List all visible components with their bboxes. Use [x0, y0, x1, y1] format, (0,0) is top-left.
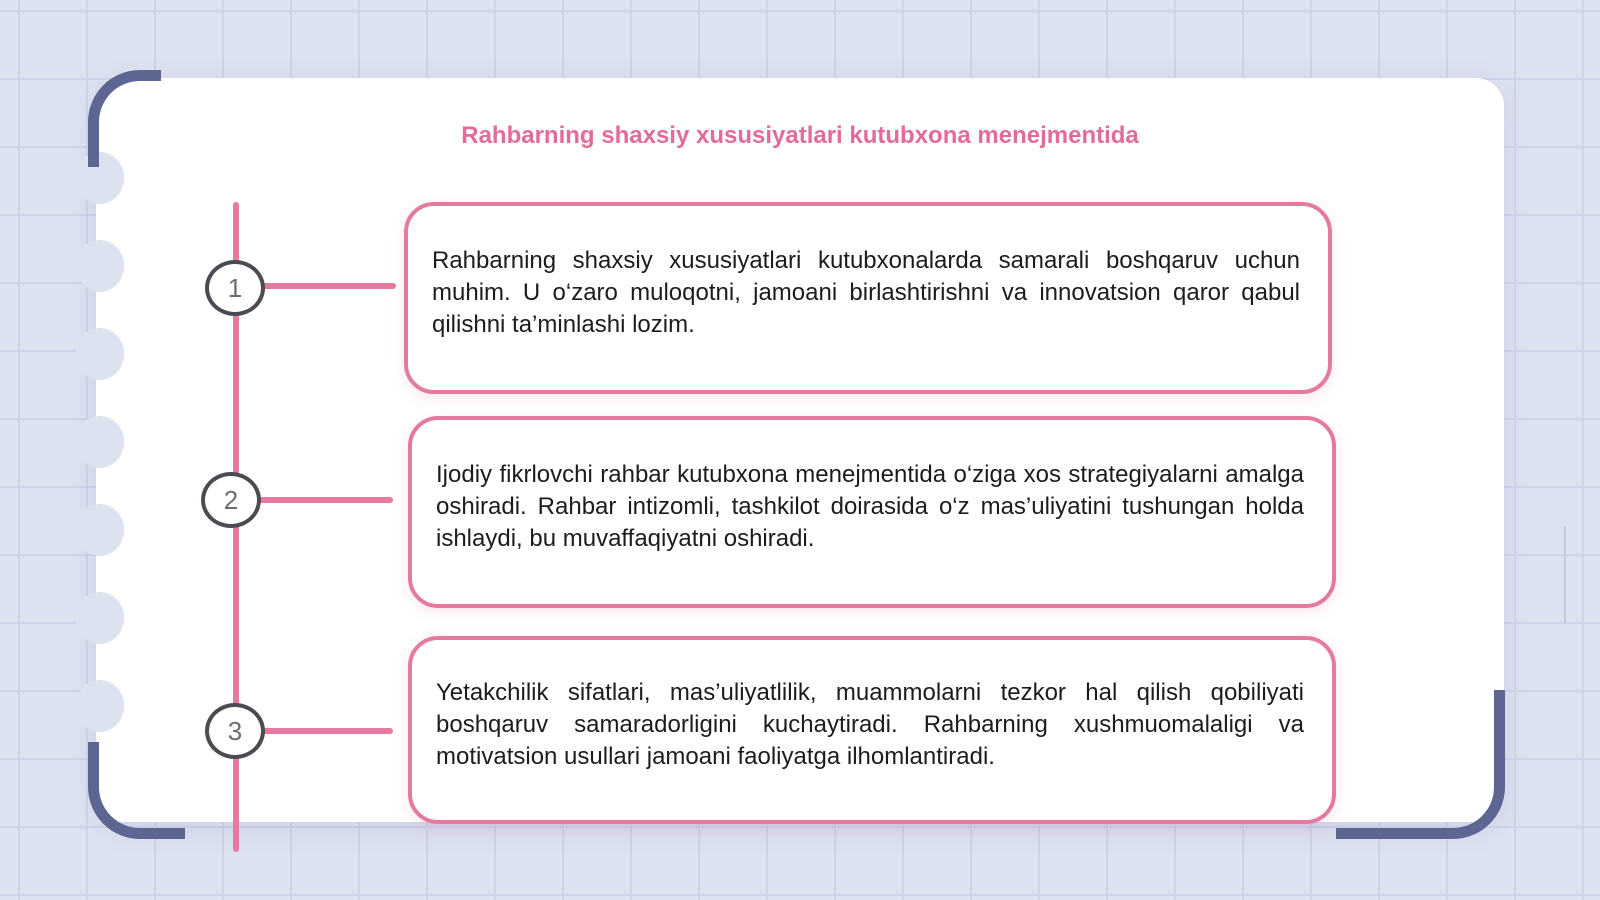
step-3-card: [408, 636, 1336, 824]
paper-scallop: [76, 680, 124, 732]
step-1-card: [404, 202, 1332, 394]
paper-scallop: [76, 328, 124, 380]
step-2-number-badge: 2: [201, 472, 261, 528]
step-1-text: Rahbarning shaxsiy xususiyatlari kutubxonalarda samarali boshqaruv uchun muhim. U o‘zaro muloqotni, jamoani birlashtirishni va innovatsion qaror qabul qilishni ta’minlashi lozim.: [432, 247, 1300, 338]
decorative-line: [1564, 526, 1566, 624]
step-2-connector: [259, 497, 393, 503]
frame-corner-bottom-left: [88, 742, 185, 839]
step-1-number-badge: 1: [205, 260, 265, 316]
step-2-text: Ijodiy fikrlovchi rahbar kutubxona menejmentida o‘ziga xos strategiyalarni amalga oshiradi. Rahbar intizomli, tashkilot doirasida o‘z mas’uliyatini tushungan holda ishlaydi, bu muvaffaqiyatni oshiradi.: [436, 461, 1304, 552]
step-2-card: [408, 416, 1336, 608]
slide-title: Rahbarning shaxsiy xususiyatlari kutubxona menejmentida: [461, 122, 1139, 149]
paper-scallop: [76, 416, 124, 468]
paper-scallop: [76, 240, 124, 292]
paper-scallop: [76, 592, 124, 644]
frame-corner-top-left: [88, 70, 161, 167]
step-3-connector: [262, 728, 393, 734]
step-1-connector: [262, 283, 396, 289]
paper-scallop: [76, 504, 124, 556]
frame-corner-bottom-right: [1336, 690, 1505, 839]
step-3-text: Yetakchilik sifatlari, mas’uliyatlilik, muammolarni tezkor hal qilish qobiliyati boshqaruv samaradorligini kuchaytiradi. Rahbarning xushmuomalaligi va motivatsion usullari jamoani faoliyatga ilhomlantiradi.: [436, 679, 1304, 770]
step-3-number-badge: 3: [205, 703, 265, 759]
